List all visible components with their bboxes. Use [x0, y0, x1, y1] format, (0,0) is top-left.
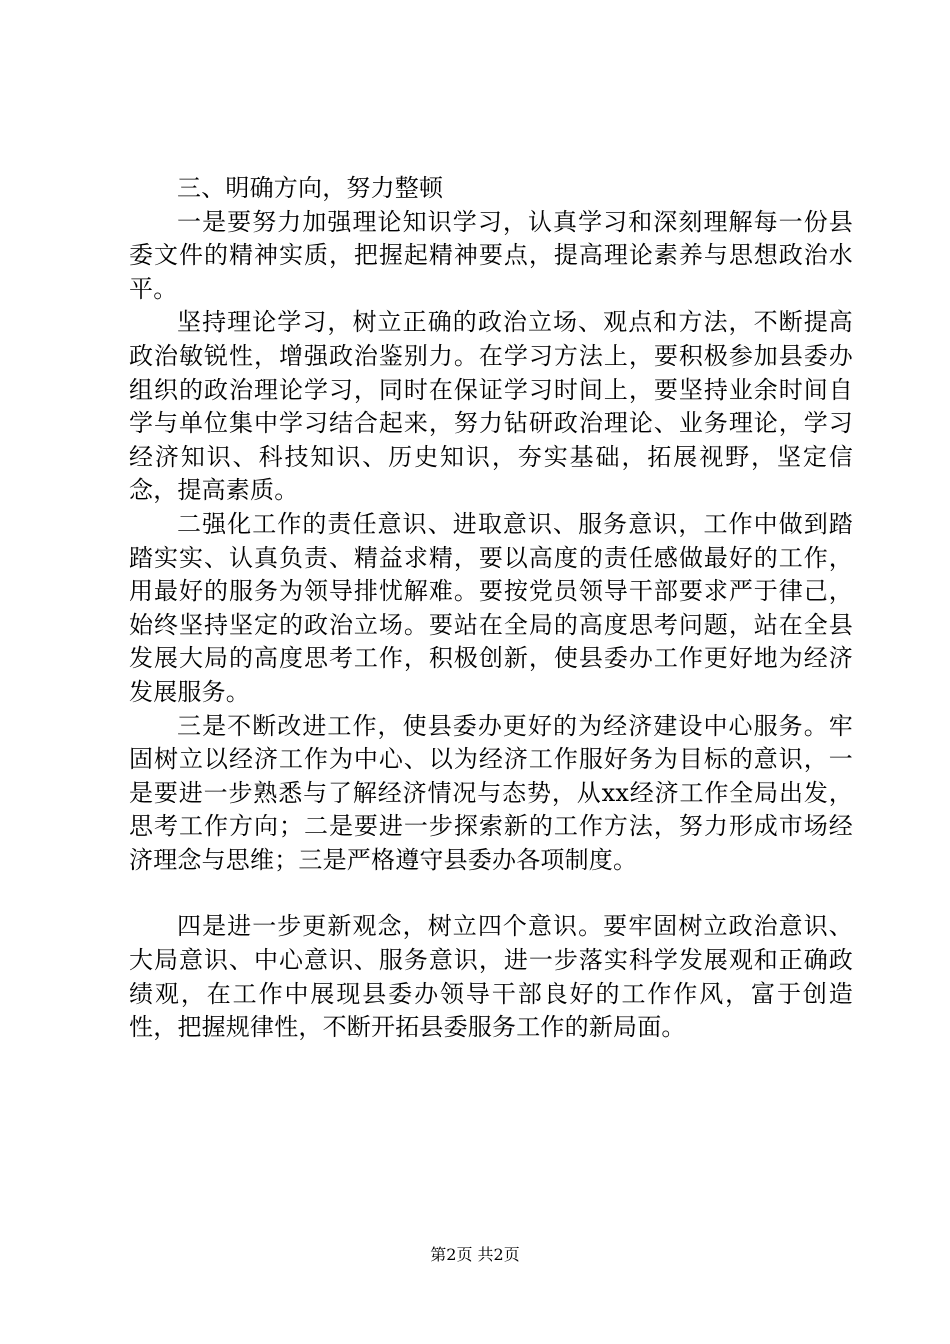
paragraph-responsibility: 二强化工作的责任意识、进取意识、服务意识，工作中做到踏踏实实、认真负责、精益求精，要以高度的责任感做最好的工作，用最好的服务为领导排忧解难。要按党员领导干部要求严于律己，始终坚持坚定的政治立场。要站在全局的高度思考问题，站在全县发展大局的高度思考工作，积极创新，使县委办工作更好地为经济发展服务。 [129, 509, 853, 706]
section-heading: 三、明确方向，努力整顿 [177, 174, 444, 202]
paragraph-theory-study: 一是要努力加强理论知识学习，认真学习和深刻理解每一份县委文件的精神实质，把握起精神要点，提高理论素养与思想政治水平。 [129, 207, 853, 303]
paragraph-political-stance: 坚持理论学习，树立正确的政治立场、观点和方法，不断提高政治敏锐性，增强政治鉴别力。在学习方法上，要积极参加县委办组织的政治理论学习，同时在保证学习时间上，要坚持业余时间自学与单位集中学习结合起来，努力钻研政治理论、业务理论，学习经济知识、科技知识、历史知识，夯实基础，拓展视野，坚定信念，提高素质。 [129, 308, 853, 505]
document-body [129, 172, 853, 1045]
paragraph-four-awareness: 四是进一步更新观念，树立四个意识。要牢固树立政治意识、大局意识、中心意识、服务意识，进一步落实科学发展观和正确政绩观，在工作中展现县委办领导干部良好的工作作风，富于创造性，把握规律性，不断开拓县委服务工作的新局面。 [129, 912, 853, 1042]
page-number-footer: 第2页 共2页 [430, 1245, 520, 1264]
paragraph-improve-work: 三是不断改进工作，使县委办更好的为经济建设中心服务。牢固树立以经济工作为中心、以为经济工作服好务为目标的意识，一是要进一步熟悉与了解经济情况与态势，从xx经济工作全局出发，思考工作方向；二是要进一步探索新的工作方法，努力形成市场经济理念与思维；三是严格遵守县委办各项制度。 [129, 711, 853, 874]
